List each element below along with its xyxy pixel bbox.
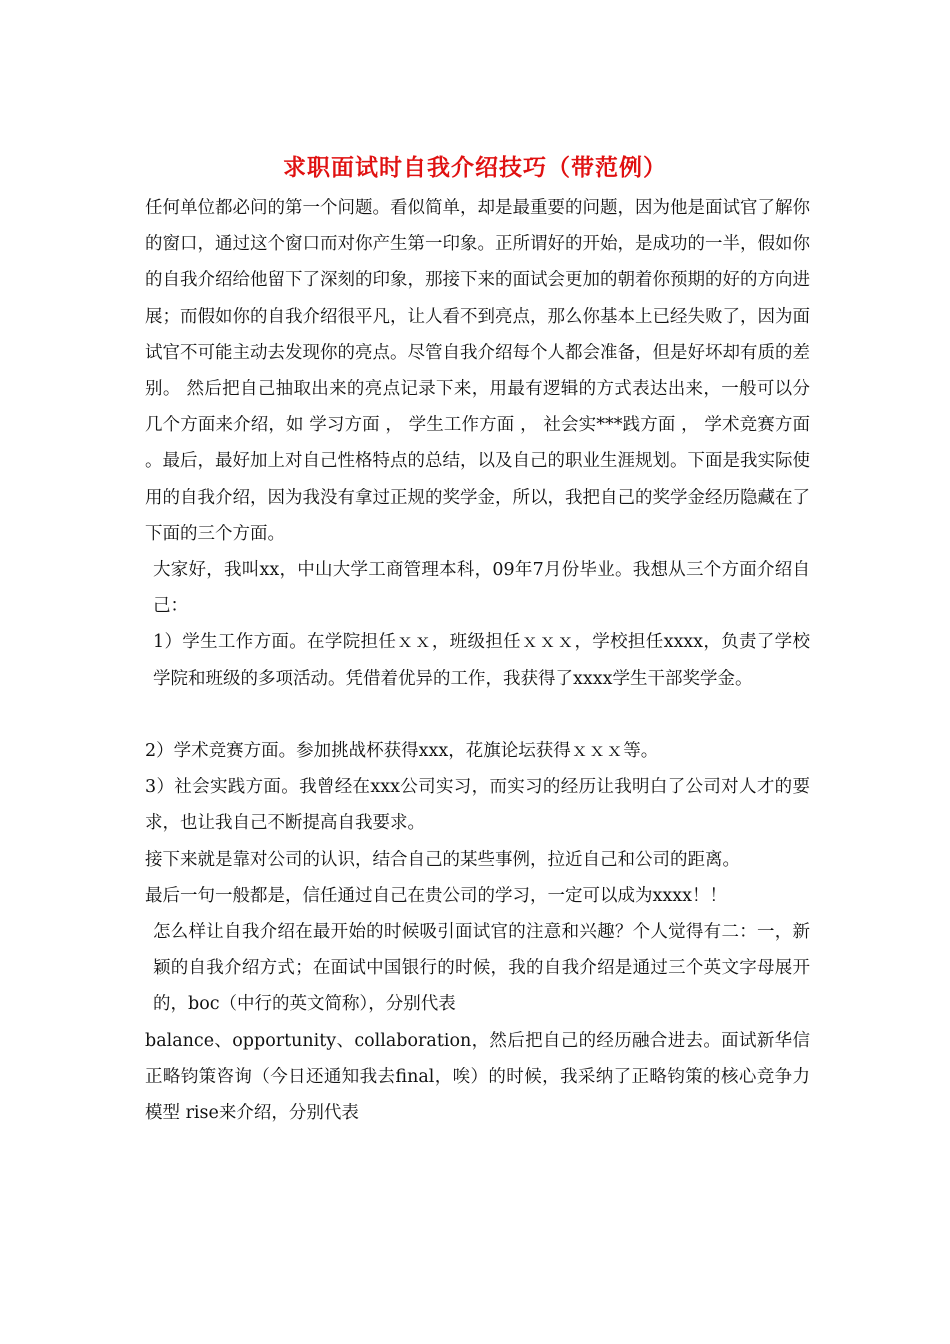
academic-competition-paragraph: 2）学术竞赛方面。参加挑战杯获得xxx，花旗论坛获得ｘｘｘ等。 [145,741,659,762]
social-practice-paragraph: 3）社会实践方面。我曾经在xxx公司实习，而实习的经历让我明白了公司对人才的要求，也让我自己不断提高自我要求。 [145,777,810,834]
student-work-paragraph: 1）学生工作方面。在学院担任ｘｘ，班级担任ｘｘｘ，学校担任xxxx，负责了学校学院和班级的多项活动。凭借着优异的工作，我获得了xxxx学生干部奖学金。 [153,632,810,689]
company-knowledge-paragraph: 接下来就是靠对公司的认识，结合自己的某些事例，拉近自己和公司的距离。 [145,849,740,870]
document-body [145,190,810,1131]
greeting-paragraph: 大家好，我叫xx，中山大学工商管理本科，09年7月份毕业。我想从三个方面介绍自己： [153,560,810,617]
document-title: 求职面试时自我介绍技巧（带范例） [283,154,667,181]
attention-tips-paragraph: 怎么样让自我介绍在最开始的时候吸引面试官的注意和兴趣？个人觉得有二：一，新颖的自我介绍方式；在面试中国银行的时候，我的自我介绍是通过三个英文字母展开的，boc（中行的英文简称），分别代表 [153,922,810,1015]
intro-paragraph: 任何单位都必问的第一个问题。看似简单，却是最重要的问题，因为他是面试官了解你的窗口，通过这个窗口而对你产生第一印象。正所谓好的开始，是成功的一半，假如你的自我介绍给他留下了深刻的印象，那接下来的面试会更加的朝着你预期的好的方向进展；而假如你的自我介绍很平凡，让人看不到亮点，那么你基本上已经失败了，因为面试官不可能主动去发现你的亮点。尽管自我介绍每个人都会准备，但是好坏却有质的差别。 然后把自己抽取出来的亮点记录下来，用最有逻辑的方式表达出来，一般可以分几个方面来介绍，如 学习方面 ， 学生工作方面 ， 社会实***践方面 ， 学术竞赛方面 。最后，最好加上对自己性格特点的总结，以及自己的职业生涯规划。下面是我实际使用的自我介绍，因为我没有拿过正规的奖学金，所以，我把自己的奖学金经历隐藏在了下面的三个方面。 [145,198,810,544]
examples-paragraph: balance、opportunity、collaboration，然后把自己的经历融合进去。面试新华信正略钧策咨询（今日还通知我去final，唉）的时候，我采纳了正略钧策的核心竞争力模型 rise来介绍，分别代表 [145,1030,810,1124]
closing-sentence-paragraph: 最后一句一般都是，信任通过自己在贵公司的学习，一定可以成为xxxx！！ [145,885,727,906]
blank-line [145,697,810,733]
